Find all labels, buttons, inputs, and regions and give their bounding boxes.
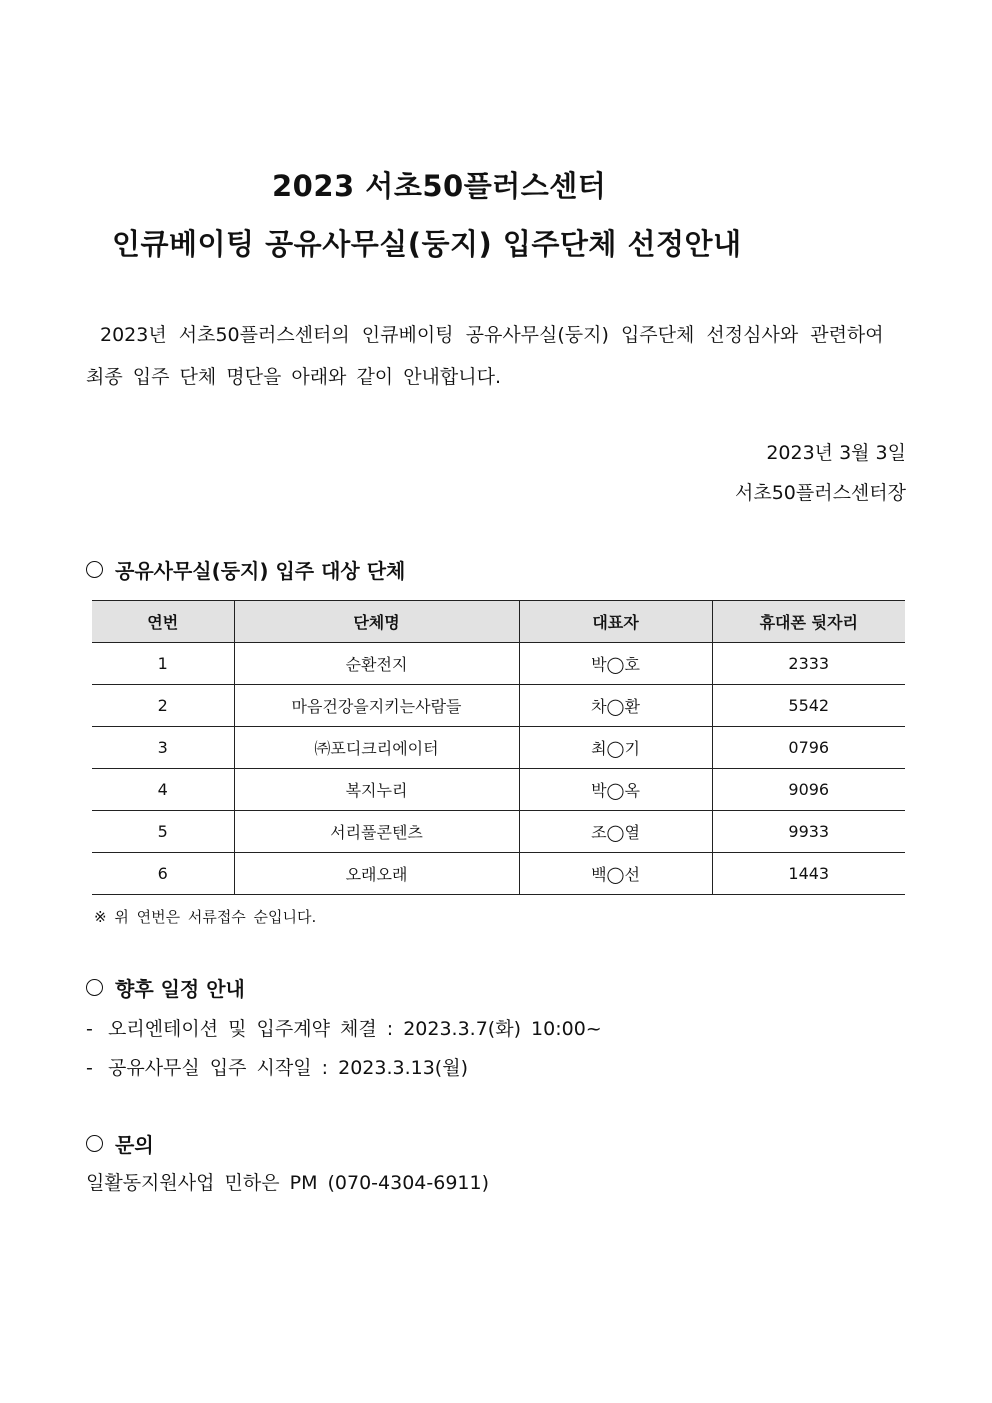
- issuer-name: 서초50플러스센터장: [734, 482, 906, 504]
- table-row: [92, 853, 905, 895]
- contact-info: 일활동지원사업 민하은 PM (070-4304-6911): [86, 1172, 490, 1194]
- column-header-org-name: 단체명: [234, 601, 519, 643]
- document-title-line1: 2023 서초50플러스센터: [272, 169, 607, 203]
- circle-bullet-icon: [86, 561, 103, 578]
- cell-number: 5: [92, 811, 234, 853]
- intro-line-2: 최종 입주 단체 명단을 아래와 같이 안내합니다.: [86, 366, 502, 388]
- document-date: 2023년 3월 3일: [766, 442, 906, 464]
- cell-phone-suffix: 0796: [712, 727, 905, 769]
- circle-bullet-icon: [86, 979, 103, 996]
- cell-number: 1: [92, 643, 234, 685]
- cell-org-name: 복지누리: [234, 769, 519, 811]
- cell-phone-suffix: 9933: [712, 811, 905, 853]
- cell-phone-suffix: 2333: [712, 643, 905, 685]
- table-footnote: ※ 위 연번은 서류접수 순입니다.: [94, 908, 317, 926]
- cell-representative: 차◯환: [519, 685, 712, 727]
- column-header-phone-suffix: 휴대폰 뒷자리: [712, 601, 905, 643]
- cell-phone-suffix: 5542: [712, 685, 905, 727]
- cell-phone-suffix: 1443: [712, 853, 905, 895]
- cell-number: 6: [92, 853, 234, 895]
- cell-representative: 최◯기: [519, 727, 712, 769]
- section-title: 향후 일정 안내: [115, 977, 245, 1001]
- section-title: 문의: [115, 1133, 154, 1157]
- cell-org-name: 서리풀콘텐츠: [234, 811, 519, 853]
- dash-bullet: -: [86, 1018, 93, 1040]
- column-header-number: 연번: [92, 601, 234, 643]
- schedule-item: [86, 1053, 468, 1080]
- section-heading-tenants: [86, 555, 405, 584]
- cell-number: 3: [92, 727, 234, 769]
- intro-paragraph: [86, 314, 906, 398]
- cell-phone-suffix: 9096: [712, 769, 905, 811]
- cell-representative: 백◯선: [519, 853, 712, 895]
- section-heading-schedule: [86, 973, 245, 1002]
- column-header-representative: 대표자: [519, 601, 712, 643]
- schedule-item-text: 공유사무실 입주 시작일 : 2023.3.13(월): [108, 1057, 468, 1079]
- cell-number: 2: [92, 685, 234, 727]
- cell-org-name: 오래오래: [234, 853, 519, 895]
- cell-number: 4: [92, 769, 234, 811]
- tenant-table: [92, 600, 905, 895]
- table-row: [92, 727, 905, 769]
- document-title-line2: 인큐베이팅 공유사무실(둥지) 입주단체 선정안내: [112, 227, 742, 261]
- cell-org-name: ㈜포디크리에이터: [234, 727, 519, 769]
- cell-org-name: 마음건강을지키는사람들: [234, 685, 519, 727]
- cell-org-name: 순환전지: [234, 643, 519, 685]
- table-row: [92, 769, 905, 811]
- table-header-row: [92, 601, 905, 643]
- section-title: 공유사무실(둥지) 입주 대상 단체: [115, 559, 406, 583]
- section-heading-inquiry: [86, 1129, 154, 1158]
- dash-bullet: -: [86, 1057, 93, 1079]
- schedule-item-text: 오리엔테이션 및 입주계약 체결 : 2023.3.7(화) 10:00~: [108, 1018, 602, 1040]
- intro-line-1: 2023년 서초50플러스센터의 인큐베이팅 공유사무실(둥지) 입주단체 선정심사와 관련하여: [100, 324, 884, 346]
- cell-representative: 박◯호: [519, 643, 712, 685]
- circle-bullet-icon: [86, 1135, 103, 1152]
- schedule-item: [86, 1014, 602, 1041]
- cell-representative: 조◯열: [519, 811, 712, 853]
- table-row: [92, 811, 905, 853]
- table-row: [92, 685, 905, 727]
- cell-representative: 박◯옥: [519, 769, 712, 811]
- table-row: [92, 643, 905, 685]
